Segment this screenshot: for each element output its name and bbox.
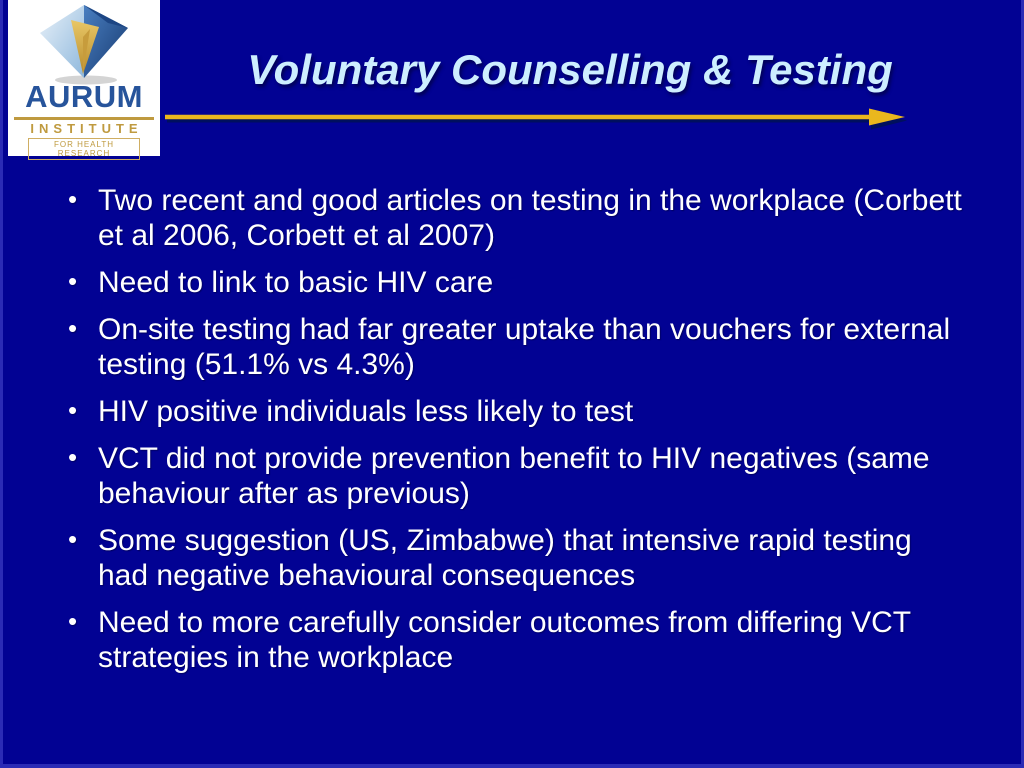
bullet-text: HIV positive individuals less likely to test <box>98 395 634 428</box>
logo-subtitle: INSTITUTE <box>30 121 143 136</box>
bullet-item <box>68 523 968 593</box>
bullet-list <box>68 183 968 687</box>
bullet-item <box>68 265 968 300</box>
bullet-text: Some suggestion (US, Zimbabwe) that intensive rapid testing had negative behavioural consequences <box>98 524 912 592</box>
logo-name: AURUM <box>25 79 143 114</box>
bullet-item <box>68 183 968 253</box>
bullet-icon: • <box>68 313 78 343</box>
bullet-text: On-site testing had far greater uptake than vouchers for external testing (51.1% vs 4.3%) <box>98 313 951 381</box>
logo-tagline: FOR HEALTH RESEARCH <box>28 138 140 160</box>
bullet-text: VCT did not provide prevention benefit to HIV negatives (same behaviour after as previous) <box>98 442 930 510</box>
slide-title: Voluntary Counselling & Testing <box>247 46 893 93</box>
bullet-text: Need to more carefully consider outcomes from differing VCT strategies in the workplace <box>98 606 911 674</box>
bullet-icon: • <box>68 524 78 554</box>
bullet-icon: • <box>68 184 78 214</box>
bullet-text: Two recent and good articles on testing in the workplace (Corbett et al 2006, Corbett et al 2007) <box>98 184 962 252</box>
title-underline-arrow-icon <box>163 104 911 132</box>
bullet-item <box>68 441 968 511</box>
bullet-icon: • <box>68 395 78 425</box>
kite-diamond-icon <box>34 3 134 85</box>
bullet-icon: • <box>68 266 78 296</box>
bullet-icon: • <box>68 606 78 636</box>
bullet-item <box>68 394 968 429</box>
bullet-text: Need to link to basic HIV care <box>98 266 494 299</box>
bullet-item <box>68 605 968 675</box>
aurum-logo <box>8 0 160 156</box>
bullet-icon: • <box>68 442 78 472</box>
bullet-item <box>68 312 968 382</box>
logo-gold-rule <box>14 117 154 120</box>
